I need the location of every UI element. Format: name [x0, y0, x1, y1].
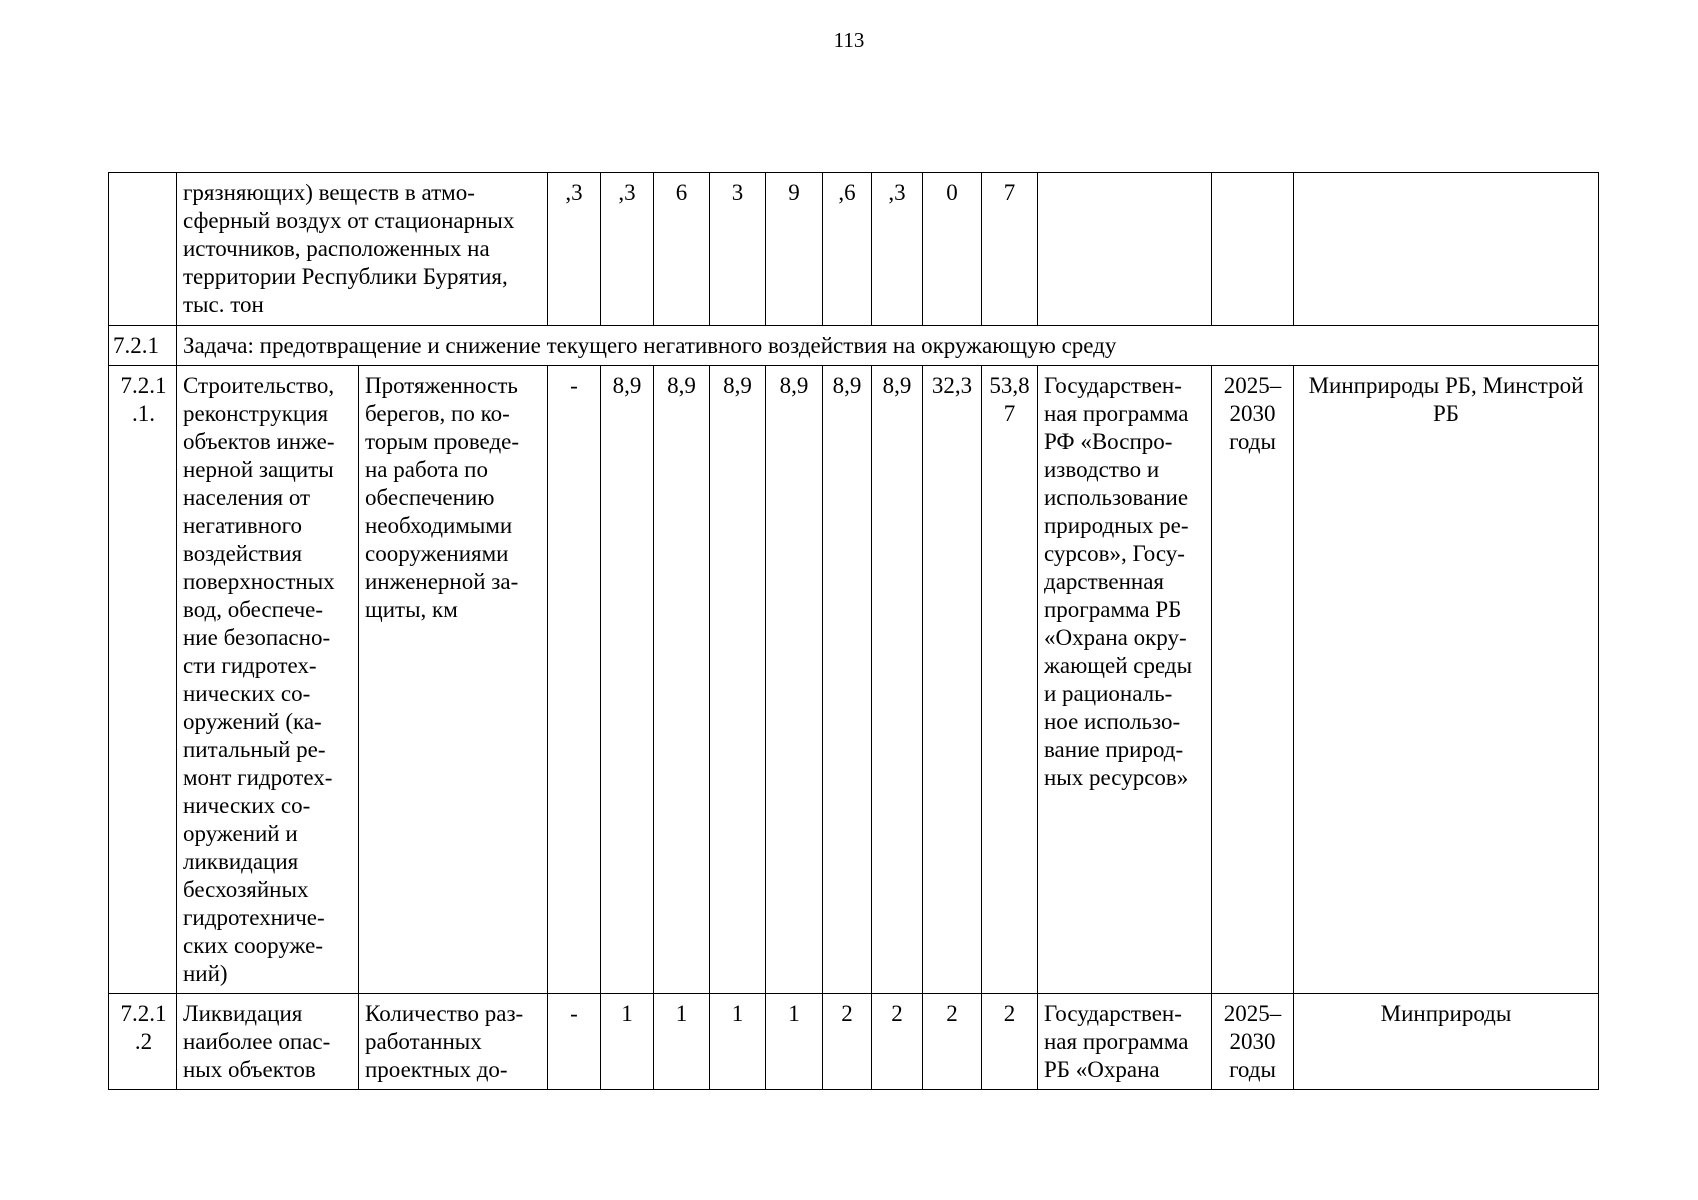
value-cell: 8,9 — [872, 366, 923, 994]
value-cell: ,3 — [601, 173, 654, 326]
table-row — [109, 366, 1599, 994]
period-text: 2025– 2030 годы — [1223, 373, 1282, 454]
value-cell: 8,9 — [710, 366, 766, 994]
measures-table — [108, 172, 1599, 1090]
value-cell: 1 — [710, 994, 766, 1090]
event-cell — [177, 994, 359, 1090]
row-number-text: 7.2.1 .2 — [120, 1001, 167, 1054]
value-cell: 2 — [823, 994, 872, 1090]
event-cell — [177, 366, 359, 994]
period-cell — [1212, 366, 1294, 994]
value-cell: 6 — [654, 173, 710, 326]
value-cell: 8,9 — [601, 366, 654, 994]
table-row-task — [109, 326, 1599, 366]
value-cell: - — [548, 366, 601, 994]
value-cell: 2 — [923, 994, 982, 1090]
program-cell — [1038, 366, 1212, 994]
value-cell: 7 — [982, 173, 1038, 326]
page-number: 113 — [833, 28, 865, 52]
indicator-text: Протяженность берегов, по ко- торым проведе- на работа по обеспечению необходимыми сооружениями инженерной за- щиты, км — [365, 373, 520, 622]
program-text: Государствен- ная программа РБ «Охрана — [1044, 1001, 1189, 1082]
value-cell: 1 — [654, 994, 710, 1090]
task-text-cell: Задача: предотвращение и снижение текущего негативного воздействия на окружающую среду — [177, 326, 1599, 366]
executor-cell — [1294, 994, 1599, 1090]
program-cell — [1038, 173, 1212, 326]
value-cell: 1 — [601, 994, 654, 1090]
value-cell: 0 — [923, 173, 982, 326]
event-text: Ликвидация наиболее опас- ных объектов — [183, 1001, 331, 1082]
value-cell: 2 — [982, 994, 1038, 1090]
value-cell: 8,9 — [766, 366, 823, 994]
table-row — [109, 994, 1599, 1090]
value-cell: 2 — [872, 994, 923, 1090]
value-cell — [982, 366, 1038, 994]
event-text: Строительство, реконструкция объектов инже- нерной защиты населения от негативного воздействия поверхностных вод, обеспече- ние безопасно- сти гидротех- нических со- оружений (ка- питальный ре- монт гидротех- нических со- оружений и ликвидация бесхозяйных гидротехниче- ских сооруже- ний) — [183, 373, 335, 986]
value-cell: 32,3 — [923, 366, 982, 994]
executor-cell — [1294, 173, 1599, 326]
value-cell: 8,9 — [823, 366, 872, 994]
table-row-continuation — [109, 173, 1599, 326]
value-cell: 1 — [766, 994, 823, 1090]
program-text: Государствен- ная программа РФ «Воспро- изводство и использование природных ре- сурсов», Госу- дарственная программа РБ «Охрана окру- жающей среды и рациональ- ное использо- вание природ- ных ресурсов» — [1044, 373, 1193, 790]
value-cell: 9 — [766, 173, 823, 326]
executor-text: Минприроды РБ, Минстрой РБ — [1308, 373, 1584, 426]
period-text: 2025– 2030 годы — [1223, 1001, 1282, 1082]
executor-cell — [1294, 366, 1599, 994]
executor-text: Минприроды — [1380, 1001, 1512, 1026]
row-number-cell — [109, 366, 177, 994]
value-cell: - — [548, 994, 601, 1090]
value-cell: 8,9 — [654, 366, 710, 994]
indicator-name-text: грязняющих) веществ в атмо- сферный воздух от стационарных источников, расположенных на территории Республики Бурятия, тыс. тон — [183, 180, 515, 317]
indicator-cell — [359, 366, 548, 994]
period-cell — [1212, 994, 1294, 1090]
period-cell — [1212, 173, 1294, 326]
indicator-cell — [359, 994, 548, 1090]
row-number-text: 7.2.1 .1. — [120, 373, 167, 426]
task-number-cell: 7.2.1 — [109, 326, 177, 366]
value-cell: ,3 — [872, 173, 923, 326]
value-text: 53,8 7 — [989, 373, 1030, 426]
indicator-name-cell — [177, 173, 548, 326]
value-cell: ,3 — [548, 173, 601, 326]
row-number-cell — [109, 994, 177, 1090]
value-cell: 3 — [710, 173, 766, 326]
indicator-text: Количество раз- работанных проектных до- — [365, 1001, 524, 1082]
row-number-cell — [109, 173, 177, 326]
program-cell — [1038, 994, 1212, 1090]
value-cell: ,6 — [823, 173, 872, 326]
